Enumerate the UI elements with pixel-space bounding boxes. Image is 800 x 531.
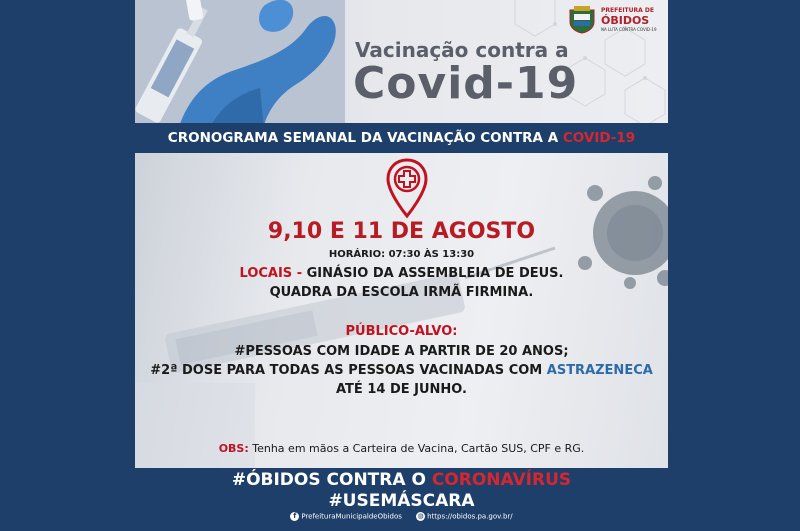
logo-city-name: ÓBIDOS [601,14,650,27]
hashtag1-highlight: CORONAVÍRUS [431,470,572,490]
header-banner [135,0,668,123]
facebook-icon: f [290,512,299,521]
footer [135,512,668,521]
hashtag-line1 [135,470,668,490]
schedule-subtitle [135,123,668,153]
header-title-line1: Vacinação contra a [355,38,569,62]
audience-line2 [135,363,668,378]
audience2-highlight: ASTRAZENECA [546,363,653,378]
vaccination-dates: 9,10 E 11 DE AGOSTO [267,219,536,244]
location-pin-icon [385,158,429,220]
globe-icon: ◍ [417,512,424,520]
footer-website[interactable] [416,512,513,521]
prefeitura-logo [567,4,663,34]
schedule-panel [135,153,668,468]
audience-line1: #PESSOAS COM IDADE A PARTIR DE 20 ANOS; [234,344,569,359]
poster [135,0,668,531]
location-1: GINÁSIO DA ASSEMBLEIA DE DEUS. [306,266,564,281]
obs-text: Tenha em mãos a Carteira de Vacina, Cartão SUS, CPF e RG. [248,442,585,455]
obs-note [135,442,668,455]
subtitle-text: CRONOGRAMA SEMANAL DA VACINAÇÃO CONTRA A [167,130,563,146]
subtitle-highlight: COVID-19 [562,130,636,146]
logo-prefeitura-text: PREFEITURA DE [601,7,654,14]
vaccine-syringe-image [135,0,345,123]
location-2: QUADRA DA ESCOLA IRMÃ FIRMINA. [269,285,534,300]
website-url: https://obidos.pa.gov.br/ [427,512,513,521]
facebook-handle: PrefeituraMunicipaldeObidos [301,512,402,521]
obs-label: OBS: [218,442,249,455]
footer-facebook[interactable] [290,512,402,521]
schedule-hours: HORÁRIO: 07:30 ÀS 13:30 [328,249,475,260]
hashtag-line2: #USEMÁSCARA [328,491,475,511]
audience2-prefix: #2ª DOSE PARA TODAS AS PESSOAS VACINADAS COM [150,363,547,378]
locations-line1 [135,266,668,281]
locations-label: LOCAIS - [239,266,307,281]
logo-tagline: NA LUTA CONTRA COVID-19 [601,27,657,32]
header-title-line2: Covid-19 [353,58,579,109]
city-emblem-icon [567,4,597,34]
audience-line3: ATÉ 14 DE JUNHO. [336,382,467,397]
hashtag1-prefix: #ÓBIDOS CONTRA O [231,470,432,490]
audience-label: PÚBLICO-ALVO: [345,324,458,339]
